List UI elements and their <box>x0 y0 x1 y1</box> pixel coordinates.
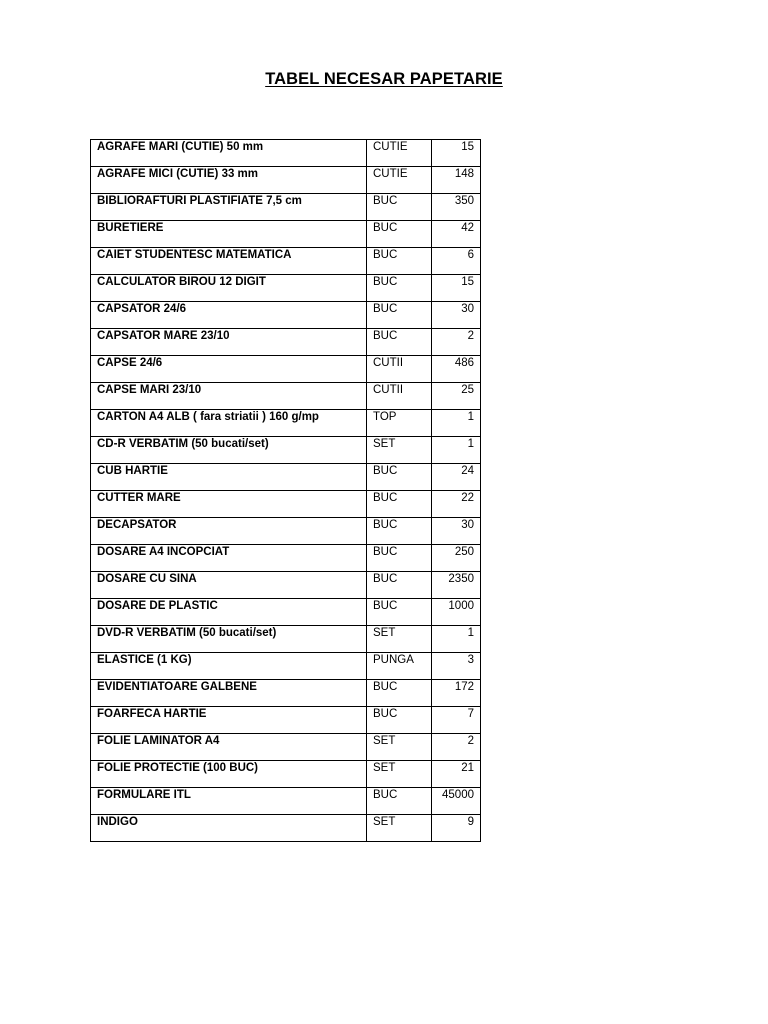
quantity-cell: 2350 <box>432 572 481 599</box>
table-row <box>91 194 481 221</box>
table-row <box>91 491 481 518</box>
table-row <box>91 410 481 437</box>
unit-cell: BUC <box>367 680 432 707</box>
unit-cell: SET <box>367 437 432 464</box>
quantity-cell: 1 <box>432 410 481 437</box>
quantity-cell: 1 <box>432 437 481 464</box>
table-row <box>91 140 481 167</box>
table-row <box>91 356 481 383</box>
quantity-cell: 350 <box>432 194 481 221</box>
unit-cell: CUTIE <box>367 167 432 194</box>
quantity-cell: 2 <box>432 734 481 761</box>
table-row <box>91 167 481 194</box>
item-name-cell: FOLIE PROTECTIE (100 BUC) <box>91 761 367 788</box>
table-row <box>91 572 481 599</box>
item-name-cell: CAIET STUDENTESC MATEMATICA <box>91 248 367 275</box>
item-name-cell: CALCULATOR BIROU 12 DIGIT <box>91 275 367 302</box>
unit-cell: BUC <box>367 221 432 248</box>
quantity-cell: 42 <box>432 221 481 248</box>
item-name-cell: CARTON A4 ALB ( fara striatii ) 160 g/mp <box>91 410 367 437</box>
quantity-cell: 2 <box>432 329 481 356</box>
item-name-cell: AGRAFE MICI (CUTIE) 33 mm <box>91 167 367 194</box>
table-row <box>91 275 481 302</box>
page-title: TABEL NECESAR PAPETARIE <box>265 70 503 88</box>
item-name-cell: CUTTER MARE <box>91 491 367 518</box>
table-row <box>91 599 481 626</box>
quantity-cell: 30 <box>432 518 481 545</box>
table-row <box>91 707 481 734</box>
quantity-cell: 250 <box>432 545 481 572</box>
table-row <box>91 329 481 356</box>
quantity-cell: 7 <box>432 707 481 734</box>
quantity-cell: 15 <box>432 140 481 167</box>
unit-cell: SET <box>367 626 432 653</box>
quantity-cell: 24 <box>432 464 481 491</box>
unit-cell: BUC <box>367 788 432 815</box>
table-row <box>91 788 481 815</box>
quantity-cell: 1000 <box>432 599 481 626</box>
quantity-cell: 486 <box>432 356 481 383</box>
quantity-cell: 45000 <box>432 788 481 815</box>
item-name-cell: FORMULARE ITL <box>91 788 367 815</box>
unit-cell: BUC <box>367 707 432 734</box>
item-name-cell: DOSARE A4 INCOPCIAT <box>91 545 367 572</box>
quantity-cell: 3 <box>432 653 481 680</box>
quantity-cell: 6 <box>432 248 481 275</box>
table-row <box>91 680 481 707</box>
table-row <box>91 464 481 491</box>
unit-cell: TOP <box>367 410 432 437</box>
item-name-cell: BIBLIORAFTURI PLASTIFIATE 7,5 cm <box>91 194 367 221</box>
unit-cell: CUTII <box>367 356 432 383</box>
table-row <box>91 302 481 329</box>
unit-cell: SET <box>367 815 432 842</box>
supplies-table <box>90 139 481 842</box>
unit-cell: BUC <box>367 329 432 356</box>
table-row <box>91 761 481 788</box>
item-name-cell: INDIGO <box>91 815 367 842</box>
item-name-cell: CAPSATOR MARE 23/10 <box>91 329 367 356</box>
item-name-cell: ELASTICE (1 KG) <box>91 653 367 680</box>
item-name-cell: CAPSE MARI 23/10 <box>91 383 367 410</box>
unit-cell: SET <box>367 761 432 788</box>
unit-cell: BUC <box>367 275 432 302</box>
unit-cell: BUC <box>367 194 432 221</box>
table-row <box>91 734 481 761</box>
item-name-cell: DOSARE CU SINA <box>91 572 367 599</box>
unit-cell: CUTIE <box>367 140 432 167</box>
unit-cell: BUC <box>367 491 432 518</box>
item-name-cell: FOARFECA HARTIE <box>91 707 367 734</box>
unit-cell: BUC <box>367 545 432 572</box>
table-row <box>91 545 481 572</box>
quantity-cell: 21 <box>432 761 481 788</box>
unit-cell: BUC <box>367 572 432 599</box>
quantity-cell: 30 <box>432 302 481 329</box>
item-name-cell: CUB HARTIE <box>91 464 367 491</box>
item-name-cell: DOSARE DE PLASTIC <box>91 599 367 626</box>
quantity-cell: 148 <box>432 167 481 194</box>
unit-cell: BUC <box>367 248 432 275</box>
table-row <box>91 437 481 464</box>
item-name-cell: BURETIERE <box>91 221 367 248</box>
supplies-table-body <box>91 140 481 842</box>
quantity-cell: 22 <box>432 491 481 518</box>
unit-cell: BUC <box>367 464 432 491</box>
table-row <box>91 518 481 545</box>
unit-cell: SET <box>367 734 432 761</box>
table-row <box>91 221 481 248</box>
table-row <box>91 383 481 410</box>
quantity-cell: 9 <box>432 815 481 842</box>
unit-cell: BUC <box>367 599 432 626</box>
quantity-cell: 172 <box>432 680 481 707</box>
quantity-cell: 1 <box>432 626 481 653</box>
table-row <box>91 248 481 275</box>
item-name-cell: CD-R VERBATIM (50 bucati/set) <box>91 437 367 464</box>
unit-cell: CUTII <box>367 383 432 410</box>
item-name-cell: CAPSATOR 24/6 <box>91 302 367 329</box>
item-name-cell: EVIDENTIATOARE GALBENE <box>91 680 367 707</box>
unit-cell: BUC <box>367 518 432 545</box>
quantity-cell: 25 <box>432 383 481 410</box>
item-name-cell: DECAPSATOR <box>91 518 367 545</box>
unit-cell: PUNGA <box>367 653 432 680</box>
item-name-cell: FOLIE LAMINATOR A4 <box>91 734 367 761</box>
quantity-cell: 15 <box>432 275 481 302</box>
table-row <box>91 653 481 680</box>
item-name-cell: AGRAFE MARI (CUTIE) 50 mm <box>91 140 367 167</box>
item-name-cell: DVD-R VERBATIM (50 bucati/set) <box>91 626 367 653</box>
table-row <box>91 626 481 653</box>
item-name-cell: CAPSE 24/6 <box>91 356 367 383</box>
table-row <box>91 815 481 842</box>
unit-cell: BUC <box>367 302 432 329</box>
